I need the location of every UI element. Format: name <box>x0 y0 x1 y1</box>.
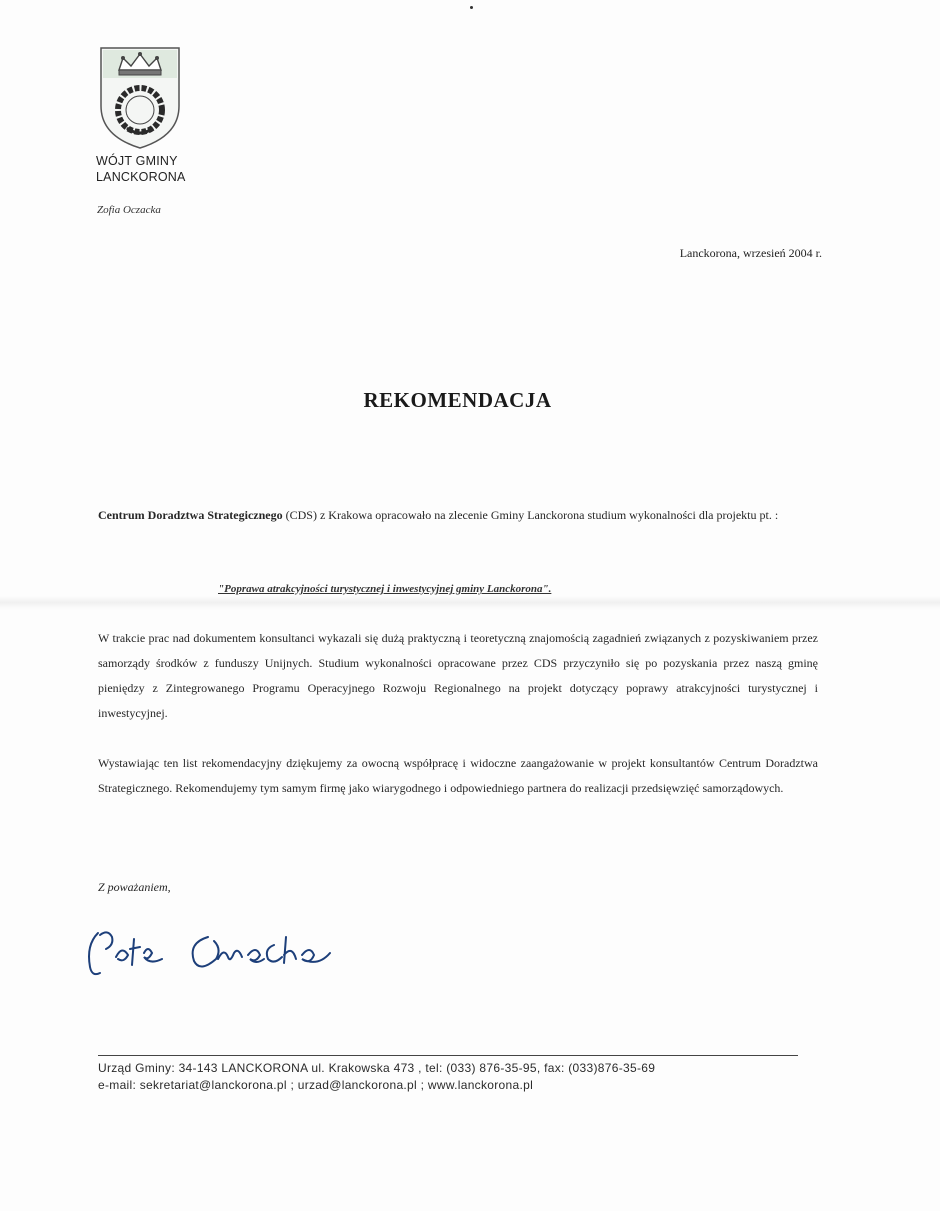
scan-speck <box>470 6 473 9</box>
issuer-person: Zofia Oczacka <box>97 204 161 216</box>
paragraph-intro <box>98 503 818 528</box>
issuer-office: WÓJT GMINY <box>96 154 178 168</box>
place-and-date: Lanckorona, wrzesień 2004 r. <box>679 246 822 260</box>
footer-contact <box>98 1060 655 1094</box>
lanckorona-coat-of-arms-icon <box>97 44 183 152</box>
organization-name: Centrum Doradztwa Strategicznego <box>98 508 283 522</box>
issuer-block <box>96 153 186 185</box>
document-title: REKOMENDACJA <box>363 388 552 412</box>
paragraph-recommendation: Wystawiając ten list rekomendacyjny dziękujemy za owocną współpracę i widoczne zaangażowanie w projekt konsultantów Centrum Doradztwa Strategicznego. Rekomendujemy tym samym firmę jako wiarygodnego i odpowiedniego partnera do realizacji przedsięwzięć samorządowych. <box>98 756 818 795</box>
footer-divider <box>98 1055 798 1056</box>
handwritten-signature <box>78 915 348 985</box>
paragraph-work: W trakcie prac nad dokumentem konsultanci wykazali się dużą praktyczną i teoretyczną znajomością zagadnień związanych z pozyskiwaniem przez samorządy środków z funduszy Unijnych. Studium wykonalności opracowane przez CDS przyczyniło się po pozyskania przez naszą gminę pieniędzy z Zintegrowanego Programu Operacyjnego Rozwoju Regionalnego na projekt dotyczący poprawy atrakcyjności turystycznej i inwestycyjnej. <box>98 631 818 720</box>
paper-fold-shadow <box>0 596 940 610</box>
footer-address: Urząd Gminy: 34-143 LANCKORONA ul. Krakowska 473 , tel: (033) 876-35-95, fax: (033)876-35-69 <box>98 1061 656 1075</box>
project-title: "Poprawa atrakcyjności turystycznej i inwestycyjnej gminy Lanckorona". <box>218 583 552 595</box>
closing-salutation: Z poważaniem, <box>98 880 171 894</box>
issuer-municipality: LANCKORONA <box>96 170 186 184</box>
footer-email-web: e-mail: sekretariat@lanckorona.pl ; urzad@lanckorona.pl ; www.lanckorona.pl <box>98 1078 534 1092</box>
paragraph-intro-text: (CDS) z Krakowa opracowało na zlecenie Gminy Lanckorona studium wykonalności dla projektu pt. : <box>285 508 779 522</box>
